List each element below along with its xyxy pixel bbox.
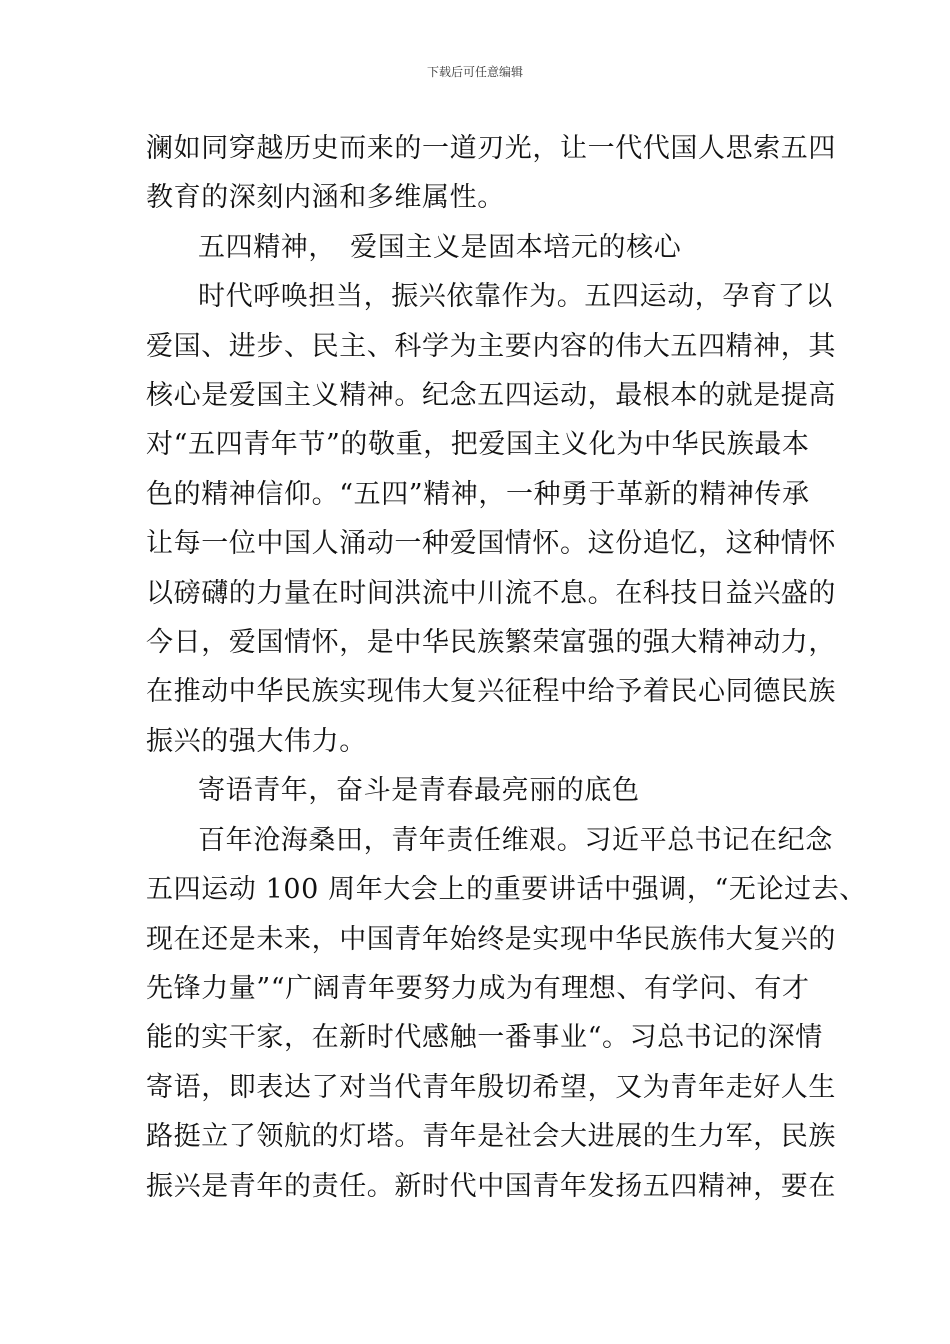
text-line: 以磅礴的力量在时间洪流中川流不息。在科技日益兴盛的 bbox=[146, 577, 836, 609]
document-body bbox=[146, 124, 867, 1211]
paragraph bbox=[146, 272, 836, 766]
section-heading bbox=[146, 223, 808, 272]
text-line: 对“五四青年节”的敬重，把爱国主义化为中华民族最本 bbox=[146, 429, 810, 461]
text-line: 让每一位中国人涌动一种爱国情怀。这份追忆，这种情怀 bbox=[146, 528, 836, 560]
page-header: 下载后可任意编辑 bbox=[426, 65, 523, 79]
text-line: 五四运动 100 周年大会上的重要讲话中强调，“无论过去、 bbox=[146, 874, 867, 906]
text-line: 色的精神信仰。“五四”精神，一种勇于革新的精神传承 bbox=[146, 478, 810, 510]
text-line: 振兴是青年的责任。新时代中国青年发扬五四精神，要在 bbox=[146, 1170, 836, 1202]
text-line: 路挺立了领航的灯塔。青年是社会大进展的生力军，民族 bbox=[146, 1121, 836, 1153]
text-line: 寄语，即表达了对当代青年殷切希望，又为青年走好人生 bbox=[146, 1071, 836, 1103]
text-line: 爱国、进步、民主、科学为主要内容的伟大五四精神，其 bbox=[146, 330, 836, 362]
paragraph bbox=[146, 816, 867, 1211]
text-line: 今日，爱国情怀，是中华民族繁荣富强的强大精神动力， bbox=[146, 627, 836, 659]
text-line: 寄语青年，奋斗是青春最亮丽的底色 bbox=[198, 775, 640, 807]
text-line: 五四精神， 爱国主义是固本培元的核心 bbox=[198, 231, 682, 263]
text-line: 能的实干家，在新时代感触一番事业“。习总书记的深情 bbox=[146, 1022, 823, 1054]
text-line: 在推动中华民族实现伟大复兴征程中给予着民心同德民族 bbox=[146, 676, 836, 708]
text-line: 百年沧海桑田，青年责任维艰。习近平总书记在纪念 bbox=[198, 824, 833, 856]
section-heading bbox=[146, 766, 808, 815]
text-line: 先锋力量”“广阔青年要努力成为有理想、有学问、有才 bbox=[146, 972, 810, 1004]
text-line: 核心是爱国主义精神。纪念五四运动，最根本的就是提高 bbox=[146, 380, 836, 412]
text-line: 现在还是未来，中国青年始终是实现中华民族伟大复兴的 bbox=[146, 923, 836, 955]
text-line: 振兴的强大伟力。 bbox=[146, 725, 367, 757]
paragraph bbox=[146, 124, 836, 223]
text-line: 澜如同穿越历史而来的一道刃光，让一代代国人思索五四 bbox=[146, 133, 836, 164]
text-line: 教育的深刻内涵和多维属性。 bbox=[146, 182, 505, 214]
text-line: 时代呼唤担当，振兴依靠作为。五四运动，孕育了以 bbox=[198, 281, 833, 313]
